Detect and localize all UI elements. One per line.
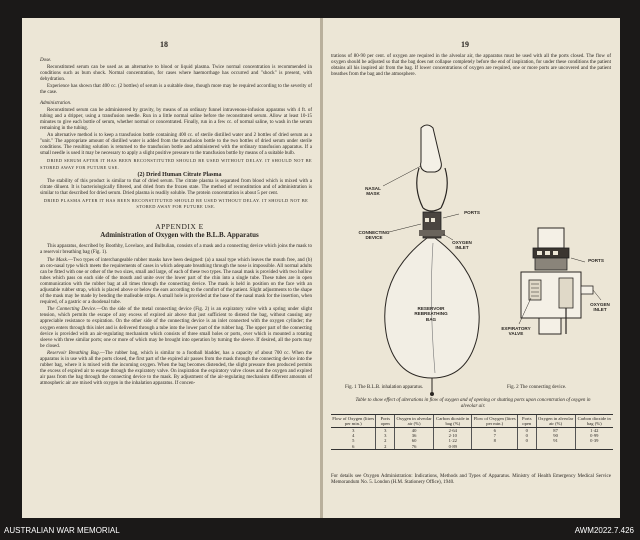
intro-paragraph: This apparatus, described by Boothby, Lovelace, and Bulbulian, consists of a mask and a connecting device which joins the mask to a reservoir breathing bag (Fig. 1).	[40, 244, 312, 256]
label-nasal-mask: NASAL MASK	[365, 186, 381, 197]
table-cell: 3	[376, 428, 395, 434]
table-row	[331, 444, 613, 450]
table-cell: 0·39	[575, 438, 613, 443]
table-cell: 3	[352, 428, 355, 433]
table-cell: 90	[536, 433, 575, 438]
table-cell: 0	[517, 433, 536, 438]
table-cell	[472, 444, 517, 450]
table-cell: 40	[395, 428, 434, 434]
table-cell: 4	[352, 433, 355, 439]
label-expiratory-valve: EXPIRATORY VALVE	[501, 326, 531, 337]
bag-text: The rubber bag, which is similar to a football bladder, has a capacity of about 700 cc. When the apparatus is in use with all the ports closed, the first part of the expired air passes from the mask through the connecting device into the rubber bag, where it is mixed with the incoming oxygen. When the bag becomes distended, the slight pressure then produced permits the excess of expired air to escape through the expiratory valve. On inspiration the expiratory valve closes and the oxygen and expired air pass from the bag through the connecting device to the mask. By adjustment of the air-regulating mechanism different amounts of atmospheric air are mixed with oxygen in the inhalation apparatus. If concen-	[40, 350, 312, 387]
footnote: For details see Oxygen Administration: Indications, Methods and Types of Apparatus. Ministry of Health Emergency Medical Service Memorandum No. 5. London (H.M. Stationery Office), 1940.	[331, 474, 611, 486]
table-cell	[536, 444, 575, 450]
plasma-warning: DRIED PLASMA AFTER IT HAS BEEN RECONSTITUTED SHOULD BE USED WITHOUT DELAY. IT SHOULD NOT BE STORED AWAY FOR FUTURE USE.	[43, 197, 309, 210]
plasma-paragraph: The stability of this product is similar to that of dried serum. The citrate plasma is separated from blood which is mixed with a citrate diluent. It is bacteriologically filtered, and dried from the frozen state. The method of reconstitution and of administration is similar to that described for dried serum. Dried plasma is readily soluble. The protein concentration is about 5 per cent.	[40, 178, 312, 196]
table-header-cell: Carbon dioxide in bag (%)	[575, 415, 613, 428]
left-page-body	[40, 54, 312, 389]
table-cell: 1·42	[575, 428, 613, 434]
table-cell: 0·99	[575, 433, 613, 438]
table-caption: Table to show effect of alterations in flow of oxygen and of opening or shutting ports upon concentration of oxygen in alveolar air.	[355, 398, 591, 409]
appendix-title: Administration of Oxygen with the B.L.B. Apparatus	[100, 231, 259, 240]
oxygen-table	[331, 414, 613, 450]
table-header-cell: Ports open	[376, 415, 395, 428]
label-ports-fig1: PORTS	[464, 210, 480, 215]
table-header-cell: Oxygen in alveolar air (%)	[537, 416, 574, 426]
table-header-cell: Flow of Oxygen (litres per min.)	[332, 416, 375, 426]
table-cell: 87	[536, 428, 575, 434]
table-cell: 2	[376, 438, 395, 443]
left-page	[22, 18, 320, 518]
label-ports-fig2: PORTS	[588, 258, 604, 263]
table-header-row	[331, 415, 613, 428]
table-cell: 3	[376, 433, 395, 438]
table-cell: 91	[536, 438, 575, 443]
table-header-cell: Carbon dioxide in bag (%)	[434, 415, 472, 428]
table-cell	[517, 444, 536, 450]
table-cell: 0	[517, 428, 536, 434]
connecting-device-heading: The Connecting Device.	[47, 307, 97, 313]
fig2-caption: Fig. 2 The connecting device.	[507, 385, 567, 390]
administration-heading: Administration.	[40, 100, 72, 106]
bag-heading: Reservoir Breathing Bag.	[47, 350, 100, 356]
mask-text: Two types of interchangeable rubber masks have been designed: (a) a nasal type which leaves the mouth free, and (b) an oro-nasal type which meets the requirements of cases in which adequate breathing through the nose is impossible. All normal adults can be fitted with one or other of the two sizes, small and large, of each of these two types. The nasal mask is provided with two hollow tubes which pass on each side of the mouth and unite over the lower part of the chin into a single tube. These tubes are in open communication with the rubber bag at all times through the connecting device. The mask is held in position on the face with an adjustable rubber strap, which is placed above or below the ears according to the comfort of the patient. Slight adjustments to the shape of the mask may be made by bending the malleable strips. A small hole is provided at the base of the nasal mask for the insertion, when required, of a gastric or a duodenal tube.	[40, 257, 312, 306]
table-cell: 7	[472, 433, 517, 438]
label-oxygen-inlet-fig1: OXYGEN INLET	[452, 240, 472, 251]
table-cell: 0·89	[434, 444, 472, 450]
table-cell: 36	[395, 433, 434, 438]
table-header-cell: Ports open	[517, 415, 536, 428]
dose-heading: Dose.	[40, 58, 52, 63]
connecting-device-paragraph: The Connecting Device.—On the side of the metal connecting device (Fig. 2) is an expiratory valve with a spring under slight tension, which permits the escape of any excess of expired air above that just sufficient to distend the bag, without causing any appreciable resistance to expiration. On the other side of the connecting device is an inlet connected with the oxygen cylinder; the oxygen enters through this inlet and is delivered through a tube into the lower part of the rubber bag. The upper part of the connecting device is provided with an air-regulating mechanism which consists of three small holes or ports, over which is mounted a rotating sleeve with three similar ports; one or more of which may be brought into operation by turning the sleeve. If desired, all the ports may be closed.	[40, 307, 313, 349]
table-cell: 76	[395, 444, 434, 450]
label-connecting-device: CONNECTING DEVICE	[358, 230, 390, 241]
fig1-caption: Fig. 1 The B.L.B. inhalation apparatus.	[345, 385, 424, 390]
administration-paragraph: Reconstituted serum can be administered by gravity, by means of an ordinary funnel intravenous-infusion apparatus with 4 ft. of tubing and a dripper, using a transfusion needle. Run in a little normal saline before the reconstituted serum. Allow at least 10-15 minutes to give each bottle of serum, whether normal or concentrated. Finally, run in a few cc. of normal saline, to wash in the serum remaining in the tubing.	[40, 107, 312, 131]
appendix-label: APPENDIX E	[155, 222, 204, 232]
table-cell: 6	[331, 444, 376, 450]
table-cell: 2	[376, 444, 395, 450]
table-cell: 0	[517, 438, 536, 443]
mask-heading: The Mask.	[47, 257, 69, 263]
plasma-heading: (2) Dried Human Citrate Plasma	[137, 171, 222, 178]
table-cell: 2·64	[434, 428, 472, 434]
table-cell: 2·10	[434, 433, 472, 438]
right-page	[323, 18, 620, 518]
connecting-device-text: On the side of the metal connecting device (Fig. 2) is an expiratory valve with a spring under slight tension, which permits the escape of any excess of expired air above that just sufficient to distend the bag, without causing any appreciable resistance to expiration. On the other side of the connecting device is an inlet connected with the oxygen cylinder; the oxygen enters through this inlet and is delivered through a tube into the lower part of the rubber bag. The upper part of the connecting device is provided with an air-regulating mechanism which consists of three small holes or ports, over which is mounted a rotating sleeve with three similar ports; one or more of which may be brought into operation by turning the sleeve. If desired, all the ports may be closed.	[40, 307, 313, 349]
table-header-cell: Oxygen in alveolar air (%)	[396, 416, 432, 426]
bag-paragraph: Reservoir Breathing Bag.—The rubber bag, which is similar to a football bladder, has a capacity of about 700 cc. When the apparatus is in use with all the ports closed, the first part of the expired air passes from the mask through the connecting device into the rubber bag, where it is mixed with the incoming oxygen. When the bag becomes distended, the slight pressure then produced permits the excess of expired air to escape through the expiratory valve. On inspiration the expiratory valve closes and the oxygen and expired air pass from the bag through the connecting device to the mask. By adjustment of the air-regulating mechanism different amounts of atmospheric air are mixed with oxygen in the inhalation apparatus. If concen-	[40, 350, 312, 387]
right-top-text: trations of 80-90 per cent. of oxygen are required in the alveolar air, the apparatus must be used with all the ports closed. The flow of oxygen should be adjusted so that the bag does not collapse completely before the end of inspiration, for under these conditions the patient obtains all his inspired air from the bag. If lower concentrations of oxygen are required, one or more ports are uncovered and the patient breathes from the bag and the atmosphere.	[331, 54, 611, 78]
table-cell: 60	[395, 438, 434, 443]
dose-paragraph: Reconstituted serum can be used as an alternative to blood or liquid plasma. Twice normal concentration is recommended in conditions such as burn shock. Normal concentration, for cases where haemorrhage has occurred and "shock" is present, with dehydration.	[40, 65, 312, 83]
page-number-left: 18	[160, 40, 168, 49]
administration-paragraph: An alternative method is to keep a transfusion bottle containing 400 cc. of sterile distilled water and 2 bottles of dried serum as a "unit." The appropriate amount of distilled water is added from the transfusion bottle to the two bottles of dried serum under sterile conditions. The resulting solution is returned to the transfusion bottle and administered with the ordinary transfusion apparatus. If a small needle is used it may be necessary to apply a slight positive pressure to the transfusion bottle by means of a suitable bulb.	[40, 133, 312, 157]
table-cell: 5	[352, 438, 355, 444]
mask-paragraph: The Mask.—Two types of interchangeable rubber masks have been designed: (a) a nasal type which leaves the mouth free, and (b) an oro-nasal type which meets the requirements of cases in which adequate breathing through the nose is impossible. All normal adults can be fitted with one or other of the two sizes, small and large, of each of these two types. The nasal mask is provided with two hollow tubes which pass on each side of the mouth and unite over the lower part of the chin into a single tube. These tubes are in open communication with the rubber bag at all times through the connecting device. The mask is held in position on the face with an adjustable rubber strap, which is placed above or below the ears according to the comfort of the patient. Slight adjustments to the shape of the mask may be made by bending the malleable strips. A small hole is provided at the base of the nasal mask for the insertion, when required, of a gastric or a duodenal tube.	[40, 257, 312, 306]
serum-warning: DRIED SERUM AFTER IT HAS BEEN RECONSTITUTED SHOULD BE USED WITHOUT DELAY. IT SHOULD NOT BE STORED AWAY FOR FUTURE USE.	[40, 158, 312, 170]
dose-paragraph: Experience has shown that 400 cc. (2 bottles) of serum is a suitable dose, though more may be required according to the severity of the case.	[40, 84, 312, 96]
table-cell: 8	[472, 438, 517, 443]
label-reservoir-bag: RESERVOIR REBREATHING BAG	[414, 306, 448, 322]
footer-accession-number: AWM2022.7.426	[574, 526, 634, 535]
table-cell: 1·22	[434, 438, 472, 443]
archive-footer	[0, 524, 640, 540]
label-oxygen-inlet-fig2: OXYGEN INLET	[590, 302, 610, 313]
table-cell: 6	[472, 428, 517, 434]
table-cell	[575, 444, 613, 450]
page-number-right: 19	[461, 40, 469, 49]
footer-institution: AUSTRALIAN WAR MEMORIAL	[4, 526, 120, 535]
table-header-cell: Flow of Oxygen (litres per min.)	[473, 416, 516, 426]
